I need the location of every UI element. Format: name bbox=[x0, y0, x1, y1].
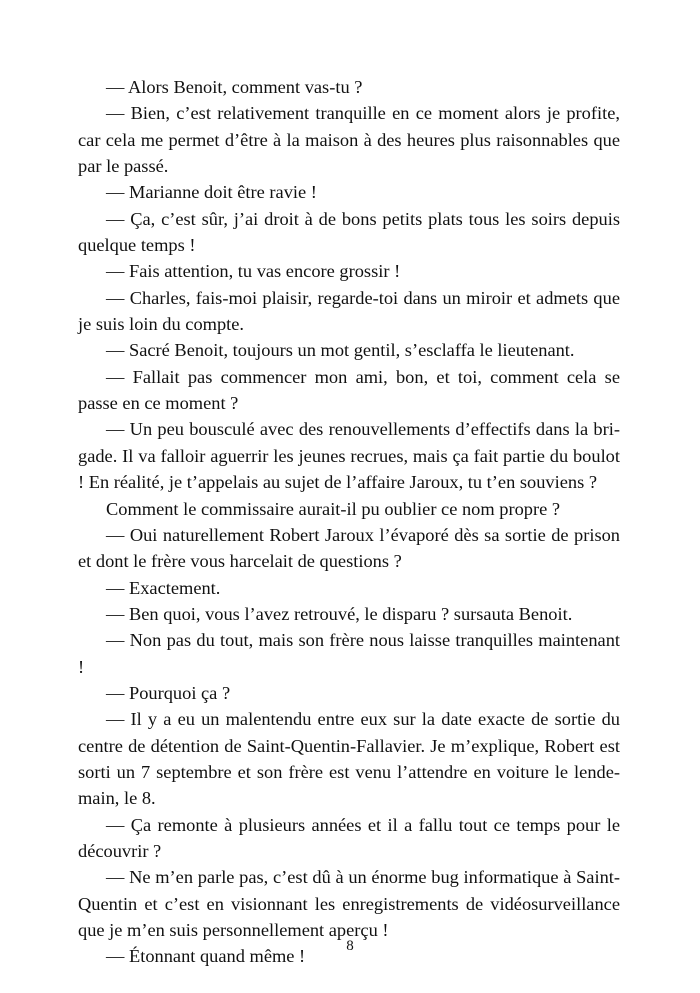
paragraph: — Charles, fais-moi plaisir, regarde-toi dans un miroir et admets que je suis loin du compte. bbox=[78, 287, 620, 335]
paragraph: — Ben quoi, vous l’avez retrouvé, le disparu ? sursauta Benoit. bbox=[106, 603, 573, 624]
paragraph: — Bien, c’est relativement tranquille en ce moment alors je profite, car cela me permet d’être à la maison à des heures plus raisonnables que par le passé. bbox=[78, 103, 620, 177]
paragraph: — Il y a eu un malentendu entre eux sur la date exacte de sortie du centre de détention de Saint-Quentin-Fallavier. Je m’explique, Robert est sorti un 7 septembre et son frère est venu l’attendre en voiture le lendemain, le 8. bbox=[78, 709, 620, 809]
paragraph: Comment le commissaire aurait-il pu oublier ce nom propre ? bbox=[106, 498, 561, 519]
paragraph: — Oui naturellement Robert Jaroux l’évaporé dès sa sortie de prison et dont le frère vous harcelait de questions ? bbox=[78, 524, 620, 572]
paragraph: — Marianne doit être ravie ! bbox=[106, 182, 317, 203]
paragraph: — Ça, c’est sûr, j’ai droit à de bons petits plats tous les soirs depuis quelque temps ! bbox=[78, 208, 620, 256]
paragraph: — Ça remonte à plusieurs années et il a fallu tout ce temps pour le découvrir ? bbox=[78, 814, 620, 861]
page-number: 8 bbox=[346, 938, 354, 954]
paragraph: — Pourquoi ça ? bbox=[106, 682, 231, 703]
body-text bbox=[78, 74, 620, 970]
paragraph: — Un peu bousculé avec des renouvellements d’effectifs dans la brigade. Il va falloir aguerrir les jeunes recrues, mais ça fait partie du boulot ! En réalité, je t’appelais au sujet de l’affaire Jaroux, tu t’en souviens ? bbox=[78, 419, 620, 493]
paragraph: — Fallait pas commencer mon ami, bon, et toi, comment cela se passe en ce moment ? bbox=[78, 366, 620, 414]
paragraph: — Ne m’en parle pas, c’est dû à un énorme bug informatique à Saint-Quentin et c’est en visionnant les enregistrements de vidéosurveillance que je m’en suis personnellement aperçu ! bbox=[78, 867, 620, 940]
paragraph: — Étonnant quand même ! bbox=[106, 946, 306, 967]
paragraph: — Sacré Benoit, toujours un mot gentil, s’esclaffa le lieutenant. bbox=[106, 340, 575, 361]
paragraph: — Non pas du tout, mais son frère nous laisse tranquilles maintenant ! bbox=[78, 630, 620, 677]
paragraph: — Fais attention, tu vas encore grossir ! bbox=[106, 261, 401, 282]
paragraph: — Alors Benoit, comment vas-tu ? bbox=[106, 77, 363, 97]
paragraph: — Exactement. bbox=[106, 577, 221, 598]
